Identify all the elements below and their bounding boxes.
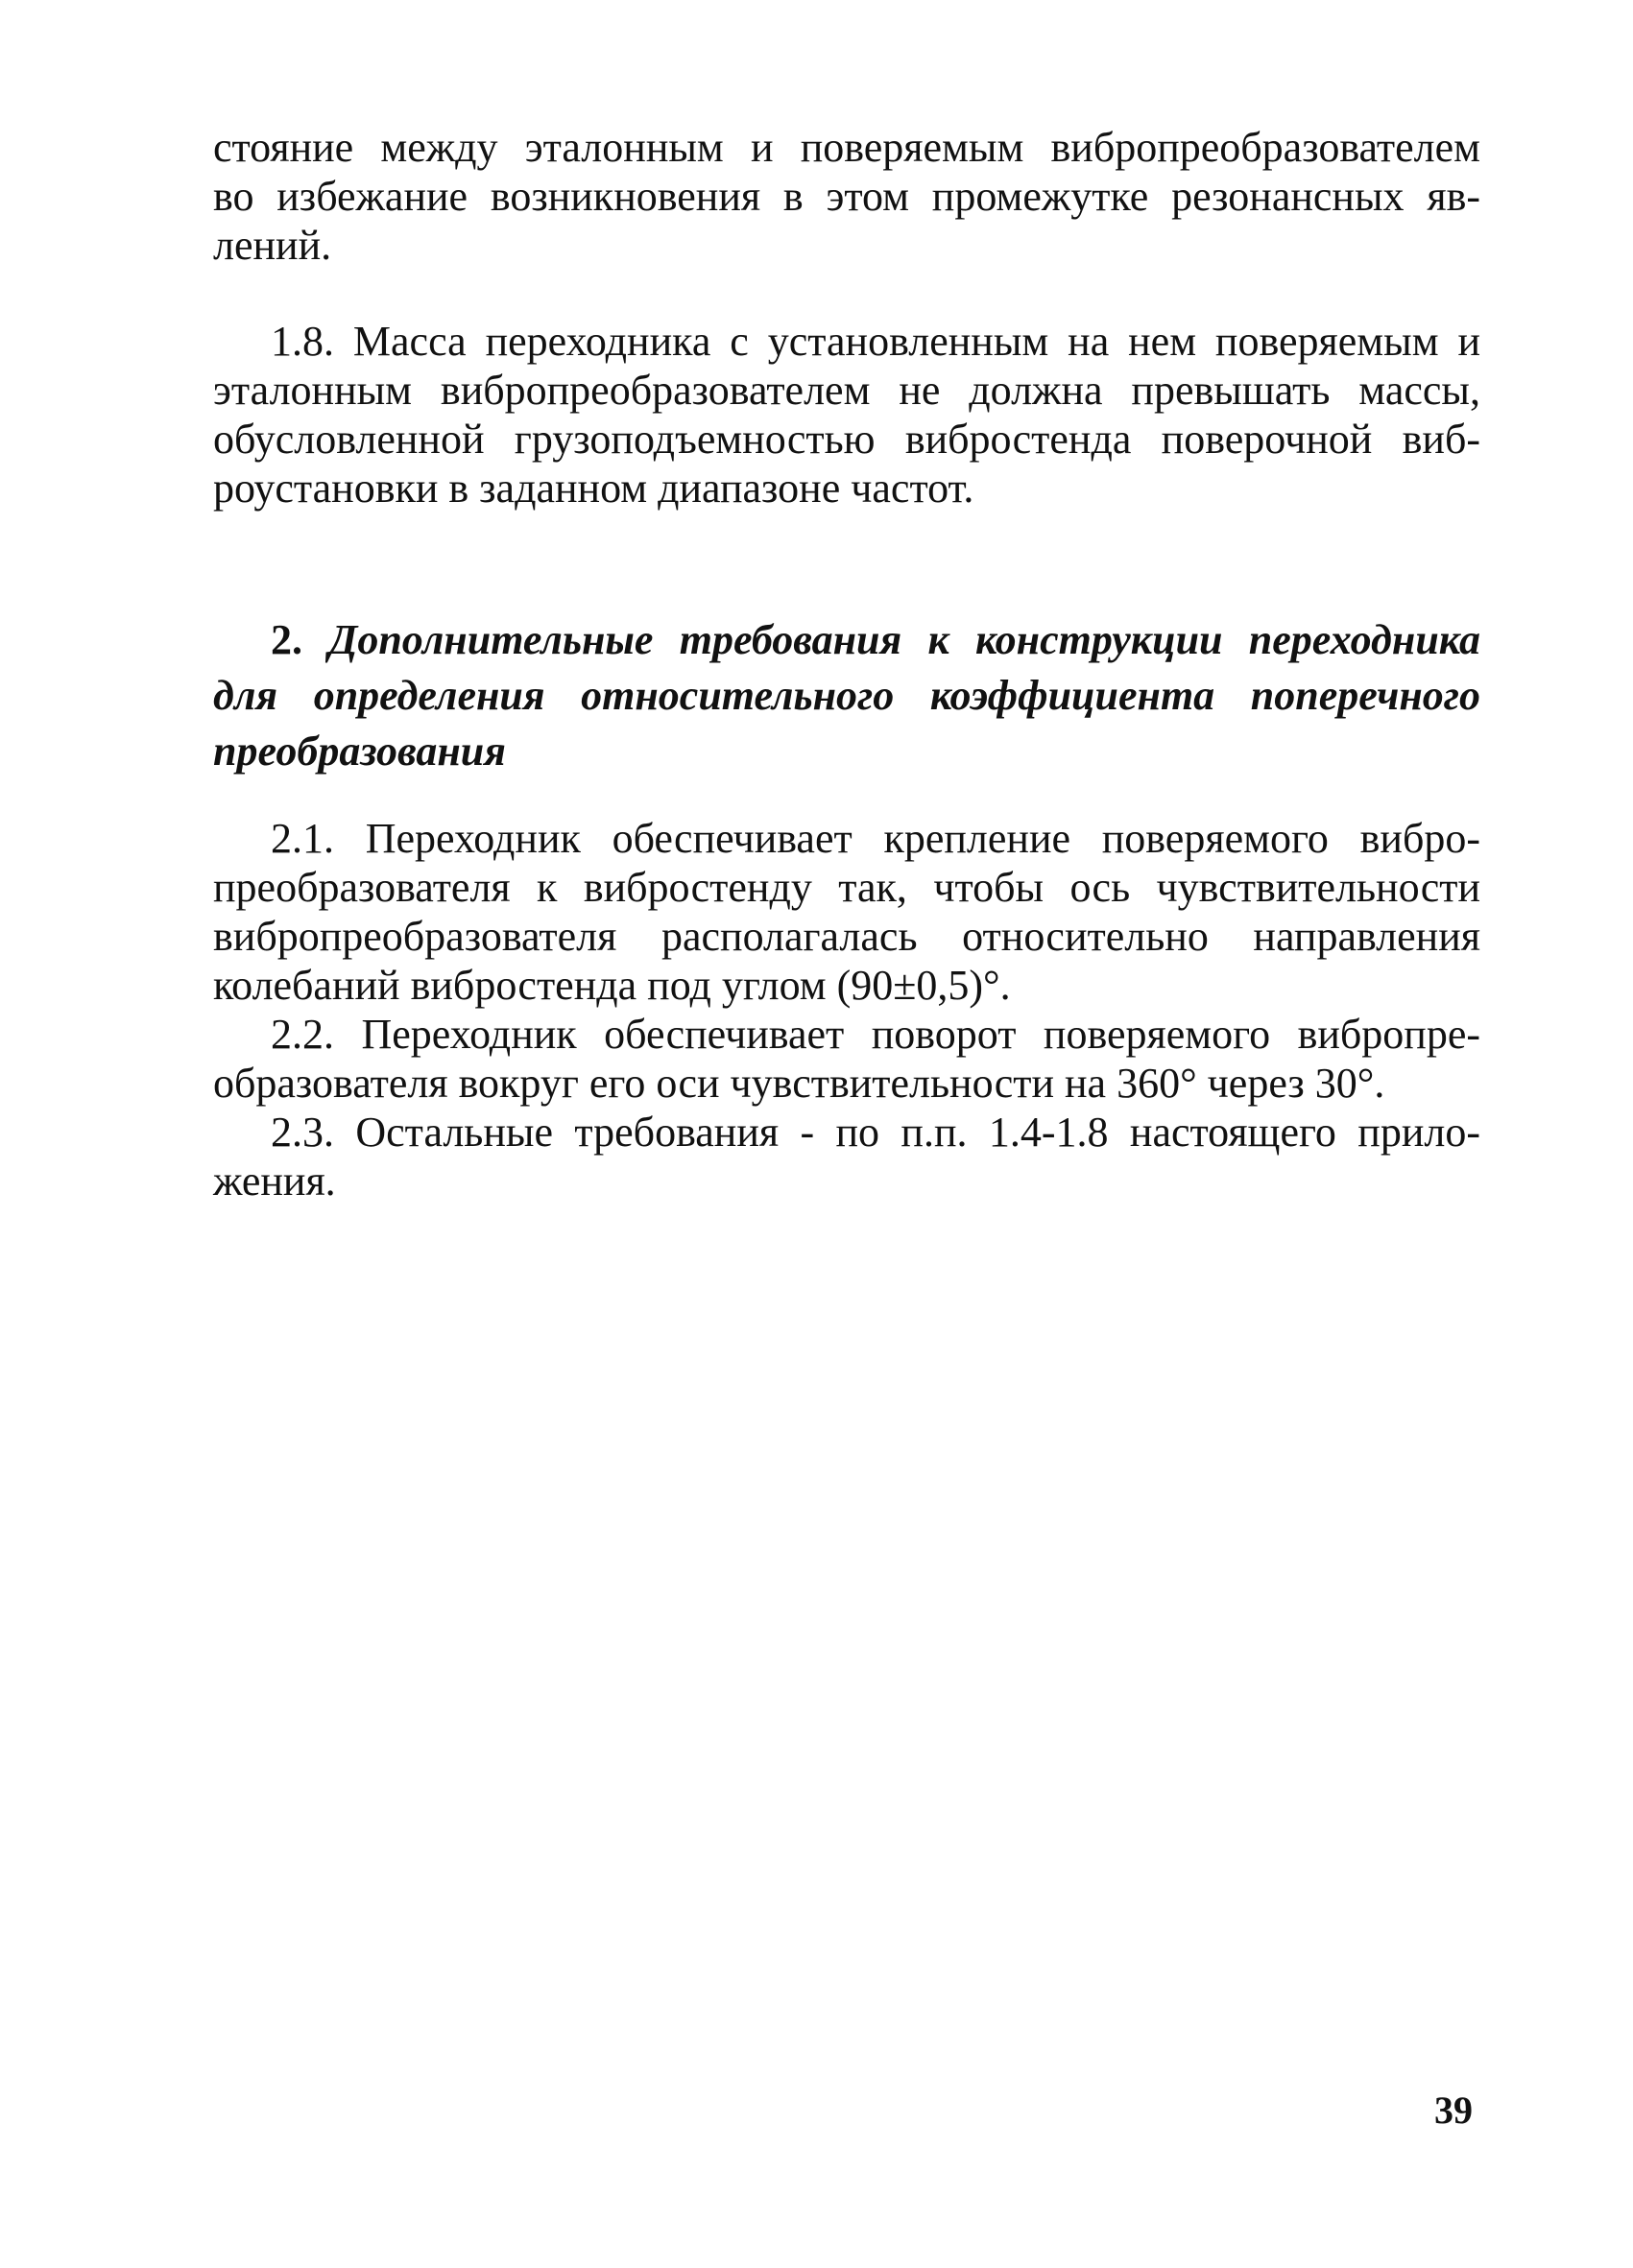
- text-line: эталонным вибропреобразователем не должна превышать массы,: [213, 367, 1480, 414]
- text-line: жения.: [213, 1158, 336, 1205]
- paragraph-2-3: [213, 1108, 1480, 1206]
- section-2-heading: [213, 612, 1480, 779]
- paragraph-1-8: [213, 317, 1480, 513]
- paragraph-2-2: [213, 1010, 1480, 1108]
- text-line: роустановки в заданном диапазоне частот.: [213, 465, 974, 512]
- text-line: стояние между эталонным и поверяемым вибропреобразователем: [213, 124, 1480, 171]
- paragraph-2-1: [213, 814, 1480, 1010]
- text-line: во избежание возникновения в этом промежутке резонансных яв-: [213, 173, 1480, 220]
- paragraph-continuation: [213, 123, 1480, 270]
- text-line: 2.1. Переходник обеспечивает крепление поверяемого вибро-: [271, 815, 1480, 862]
- text-line: преобразователя к вибростенду так, чтобы ось чувствительности: [213, 864, 1480, 911]
- page-number: 39: [1434, 2089, 1473, 2132]
- heading-text: Дополнительные требования к конструкции переходника: [328, 616, 1480, 663]
- text-line: обусловленной грузоподъемностью вибростенда поверочной виб-: [213, 416, 1480, 463]
- heading-line: [213, 612, 1480, 668]
- text-line: лений.: [213, 222, 332, 269]
- text-line: образователя вокруг его оси чувствительности на 360° через 30°.: [213, 1060, 1385, 1107]
- section-number: 2.: [271, 616, 302, 663]
- text-line: 1.8. Масса переходника с установленным на нем поверяемым и: [271, 318, 1480, 365]
- text-line: вибропреобразователя располагалась относительно направления: [213, 913, 1480, 960]
- text-line: 2.3. Остальные требования - по п.п. 1.4-1.8 настоящего прило-: [271, 1109, 1480, 1156]
- heading-line: преобразования: [213, 728, 506, 775]
- heading-line: для определения относительного коэффициента поперечного: [213, 672, 1480, 719]
- text-line: 2.2. Переходник обеспечивает поворот поверяемого вибропре-: [271, 1011, 1480, 1058]
- text-line: колебаний вибростенда под углом (90±0,5)°.: [213, 962, 1011, 1009]
